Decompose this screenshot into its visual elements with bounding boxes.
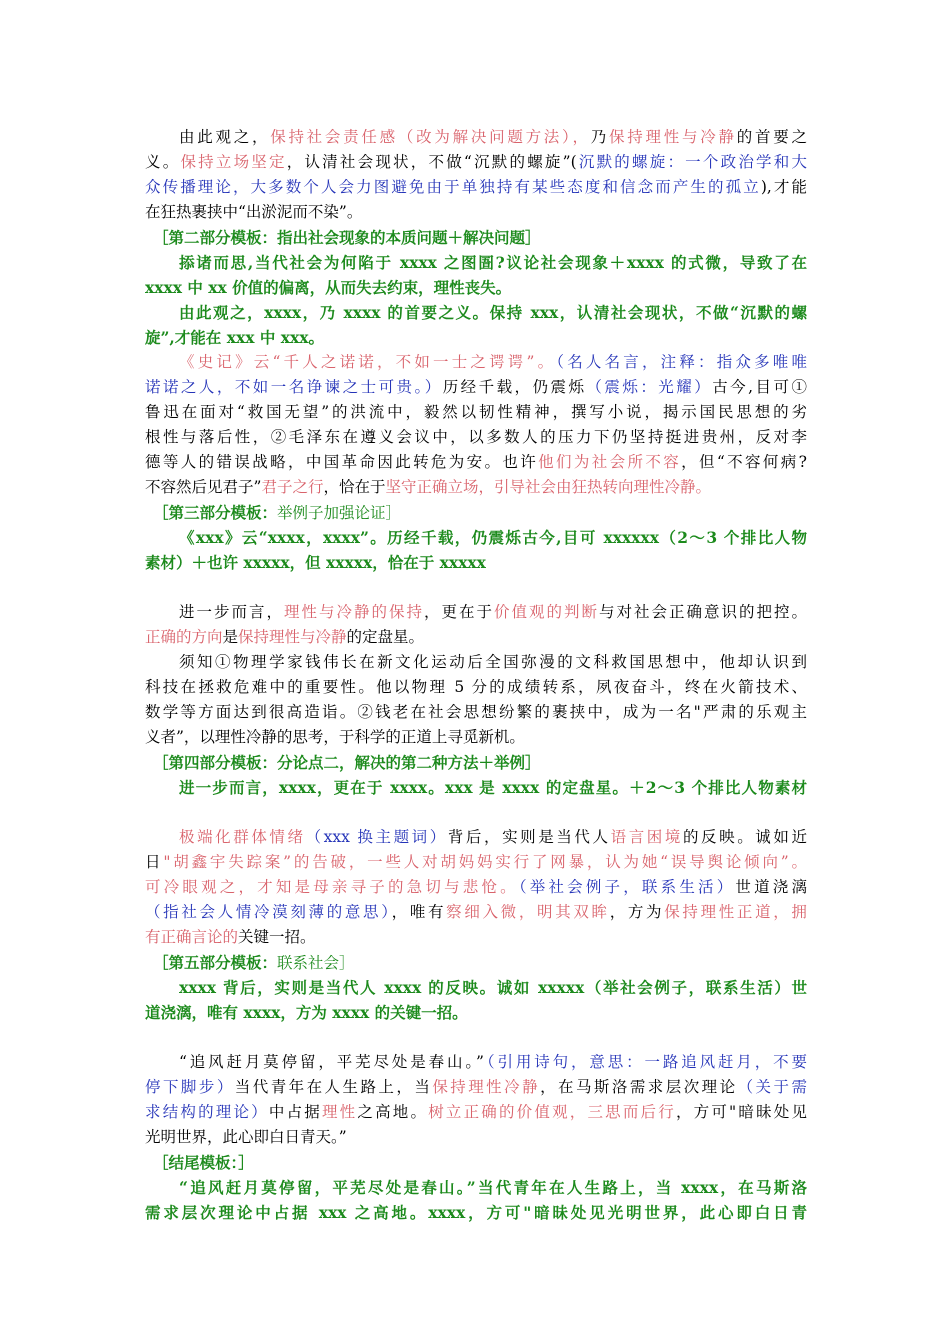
- text-run: ［第五部分模板：: [153, 953, 278, 972]
- text-run: ，在马斯洛需求层次理论: [540, 1078, 738, 1096]
- text-run: 进一步而言，: [179, 603, 284, 621]
- text-run: 之高地。: [357, 1103, 429, 1121]
- text-run: xxxx 中 xx 价值的偏离，从而失去约束，理性丧失。: [145, 278, 512, 297]
- text-run: （xxx 换主题词）: [305, 828, 448, 846]
- text-run: 关键一招。: [238, 928, 316, 946]
- text-run: 价值观的判断: [493, 603, 599, 621]
- text-run: 历经千载，仍震烁: [442, 378, 587, 396]
- text-run: 理性: [321, 1103, 358, 1121]
- body-line: [145, 400, 807, 425]
- text-run: ，更在于: [423, 603, 494, 621]
- text-run: ［结尾模板：］: [153, 1153, 254, 1172]
- text-run: 科技在拯救危难中的重要性。他以物理 5 分的成绩转系，夙夜奋斗，终在火箭技术、: [145, 678, 807, 696]
- text-run: 由此观之，: [179, 128, 271, 146]
- text-run: 极端化群体情绪: [179, 828, 306, 846]
- body-line: [145, 875, 807, 900]
- text-run: 根性与落后性，②毛泽东在遵义会议中，以多数人的压力下仍坚持挺进贵州，反对李: [145, 428, 807, 446]
- template-heading: [145, 750, 807, 775]
- text-run: 君子之行: [261, 478, 324, 496]
- text-run: 德等人的错误战略，中国革命因此转危为安。也许: [145, 453, 539, 471]
- text-run: 的反映。诚如近: [682, 828, 807, 846]
- text-run: 当代青年在人生路上，当: [234, 1078, 433, 1096]
- text-run: 素材）＋也许 xxxxx，但 xxxxx，恰在于 xxxxx: [145, 553, 486, 572]
- template-heading: [145, 500, 807, 525]
- text-run: 保持理性与冷静: [609, 128, 737, 146]
- template-line: [145, 250, 807, 275]
- text-run: 众传播理论，大多数个人会力图避免由于单独持有某些态度和信念而产生的孤立: [145, 178, 761, 196]
- text-run: 沉默的螺旋：一个政治学和大: [576, 153, 807, 171]
- template-line: [145, 975, 807, 1000]
- template-line: [145, 550, 807, 575]
- template-line: [145, 325, 807, 350]
- text-run: 由此观之，xxxx，乃 xxxx 的首要之义。保持 xxx，认清社会现状，不做“沉默的螺: [179, 303, 807, 322]
- text-run: 正确的方向: [145, 628, 223, 646]
- body-line: [145, 1050, 807, 1075]
- text-run: “追风赶月莫停留，平芜尽处是春山。”当代青年在人生路上，当 xxxx，在马斯洛: [179, 1178, 807, 1197]
- text-run: 坚守正确立场，引导社会由狂热转向理性冷静。: [385, 478, 711, 496]
- text-run: "胡鑫宇失踪案”的告破，一些人对胡妈妈实行了网暴，认为她“误导舆论倾向”。: [163, 853, 807, 871]
- text-run: 光明世界，此心即白日青天。”: [145, 1128, 347, 1146]
- text-run: （引用诗句，意思：一路追风赶月，不要: [483, 1053, 807, 1071]
- text-run: ),才能: [760, 178, 807, 196]
- text-run: 树立正确的价值观，三思而后行: [428, 1103, 676, 1121]
- template-line: [145, 1200, 807, 1225]
- text-run: （关于需: [737, 1078, 807, 1096]
- text-run: （指社会人情冷漠刻薄的意思）: [145, 903, 392, 921]
- text-run: 有正确言论的: [145, 928, 239, 946]
- body-line: [145, 425, 807, 450]
- template-heading: [145, 225, 807, 250]
- blank-line: [145, 575, 807, 600]
- text-run: ［第四部分模板：分论点二，解决的第二种方法＋举例］: [153, 753, 541, 772]
- body-line: [145, 700, 807, 725]
- body-line: [145, 1125, 807, 1150]
- body-line: [145, 150, 807, 175]
- body-line: [145, 850, 807, 875]
- body-line: [145, 725, 807, 750]
- text-run: 不容然后见君子”: [145, 478, 262, 496]
- text-run: xxxx 背后，实则是当代人 xxxx 的反映。诚如 xxxxx（举社会例子，联系生活）世: [179, 978, 807, 997]
- text-run: 他们为社会所不容: [538, 453, 682, 471]
- text-run: ，唯有: [391, 903, 447, 921]
- text-run: 是: [222, 628, 239, 646]
- template-line: [145, 525, 807, 550]
- text-run: 求结构的理论）: [145, 1103, 269, 1121]
- template-heading: [145, 1150, 807, 1175]
- body-line: [145, 925, 807, 950]
- body-line: [145, 125, 807, 150]
- text-run: 保持理性正道，拥: [664, 903, 807, 921]
- text-run: 保持立场坚定: [180, 153, 287, 171]
- body-line: [145, 475, 807, 500]
- text-run: 道浇漓，唯有 xxxx，方为 xxxx 的关键一招。: [145, 1003, 468, 1022]
- template-line: [145, 1175, 807, 1200]
- text-run: 察细入微，明其双眸: [446, 903, 610, 921]
- body-line: [145, 450, 807, 475]
- text-run: “追风赶月莫停留，平芜尽处是春山。”: [179, 1053, 484, 1071]
- text-run: 义者”，以理性冷静的思考，于科学的正道上寻觅新机。: [145, 728, 525, 746]
- text-run: 联系社会］: [277, 954, 355, 972]
- template-line: [145, 275, 807, 300]
- text-run: ，但“不容何病?: [681, 453, 807, 471]
- document-page: [145, 125, 807, 1225]
- text-run: （震烁：光耀）: [586, 378, 713, 396]
- blank-line: [145, 1025, 807, 1050]
- text-run: （举社会例子，联系生活）: [518, 878, 736, 896]
- text-run: 《xxx》云“xxxx，xxxx”。历经千载，仍震烁古今,目可 xxxxxx（2～3 个排比人物: [179, 528, 807, 547]
- text-run: ［第三部分模板：: [153, 503, 278, 522]
- body-line: [145, 825, 807, 850]
- text-run: 的定盘星。: [346, 628, 425, 646]
- text-run: 掭诸而思,当代社会为何陷于 xxxx 之图圄?议论社会现象＋xxxx 的式微，导致了在: [179, 253, 807, 272]
- blank-line: [145, 800, 807, 825]
- text-run: 进一步而言，xxxx，更在于 xxxx。xxx 是 xxxx 的定盘星。＋2～3 个排比人物素材: [179, 778, 807, 797]
- text-run: 古今,目可①: [712, 378, 807, 396]
- text-run: 《史记》云“千人之诺诺，不如一士之谔谔”。: [179, 353, 557, 371]
- text-run: 可冷眼观之，才知是母亲寻子的急切与悲怆。: [145, 878, 519, 896]
- text-run: 中占据: [268, 1103, 322, 1121]
- body-line: [145, 900, 807, 925]
- text-run: 理性与冷静的保持: [284, 603, 424, 621]
- text-run: 世道浇漓: [735, 878, 807, 896]
- text-run: 旋”,才能在 xxx 中 xxx。: [145, 328, 324, 347]
- text-run: 数学等方面达到很高造诣。②钱老在社会思想纷繁的裹挟中，成为一名"严肃的乐观主: [145, 703, 807, 721]
- text-run: ，恰在于: [323, 478, 386, 496]
- body-line: [145, 350, 807, 375]
- body-line: [145, 1075, 807, 1100]
- body-line: [145, 650, 807, 675]
- text-run: 停下脚步）: [145, 1078, 235, 1096]
- body-line: [145, 375, 807, 400]
- text-run: ［第二部分模板：指出社会现象的本质问题＋解决问题］: [153, 228, 541, 247]
- text-run: 保持社会责任感（改为解决问题方法），: [270, 128, 591, 146]
- template-heading: [145, 950, 807, 975]
- template-line: [145, 775, 807, 800]
- text-run: ，认清社会现状，不做“沉默的螺旋”(: [286, 153, 577, 171]
- body-line: [145, 175, 807, 200]
- text-run: 义。: [145, 153, 181, 171]
- text-run: 诺诺之人，不如一名诤谏之士可贵。）: [145, 378, 443, 396]
- text-run: 乃: [590, 128, 610, 146]
- text-run: 保持理性与冷静: [238, 628, 347, 646]
- text-run: 举例子加强论证］: [277, 504, 402, 522]
- body-line: [145, 200, 807, 225]
- text-run: 须知①物理学家钱伟长在新文化运动后全国弥漫的文科救国思想中，他却认识到: [179, 653, 807, 671]
- text-run: 语言困境: [610, 828, 683, 846]
- text-run: 在狂热裹挟中“出淤泥而不染”。: [145, 203, 363, 221]
- text-run: ，方可"暗昧处见: [675, 1103, 807, 1121]
- text-run: 需求层次理论中占据 xxx 之高地。xxxx，方可"暗昧处见光明世界，此心即白日青: [145, 1203, 807, 1222]
- text-run: ，方为: [609, 903, 665, 921]
- text-run: 保持理性冷静: [432, 1078, 541, 1096]
- text-run: 日: [145, 853, 164, 871]
- body-line: [145, 625, 807, 650]
- text-run: （名人名言，注释：指众多唯唯: [556, 353, 807, 371]
- body-line: [145, 1100, 807, 1125]
- text-run: 与对社会正确意识的把控。: [598, 603, 807, 621]
- text-run: 鲁迅在面对“救国无望”的洪流中，毅然以韧性精神，撰写小说，揭示国民思想的劣: [145, 403, 807, 421]
- body-line: [145, 600, 807, 625]
- template-line: [145, 1000, 807, 1025]
- body-line: [145, 675, 807, 700]
- template-line: [145, 300, 807, 325]
- text-run: 的首要之: [736, 128, 807, 146]
- text-run: 背后，实则是当代人: [447, 828, 611, 846]
